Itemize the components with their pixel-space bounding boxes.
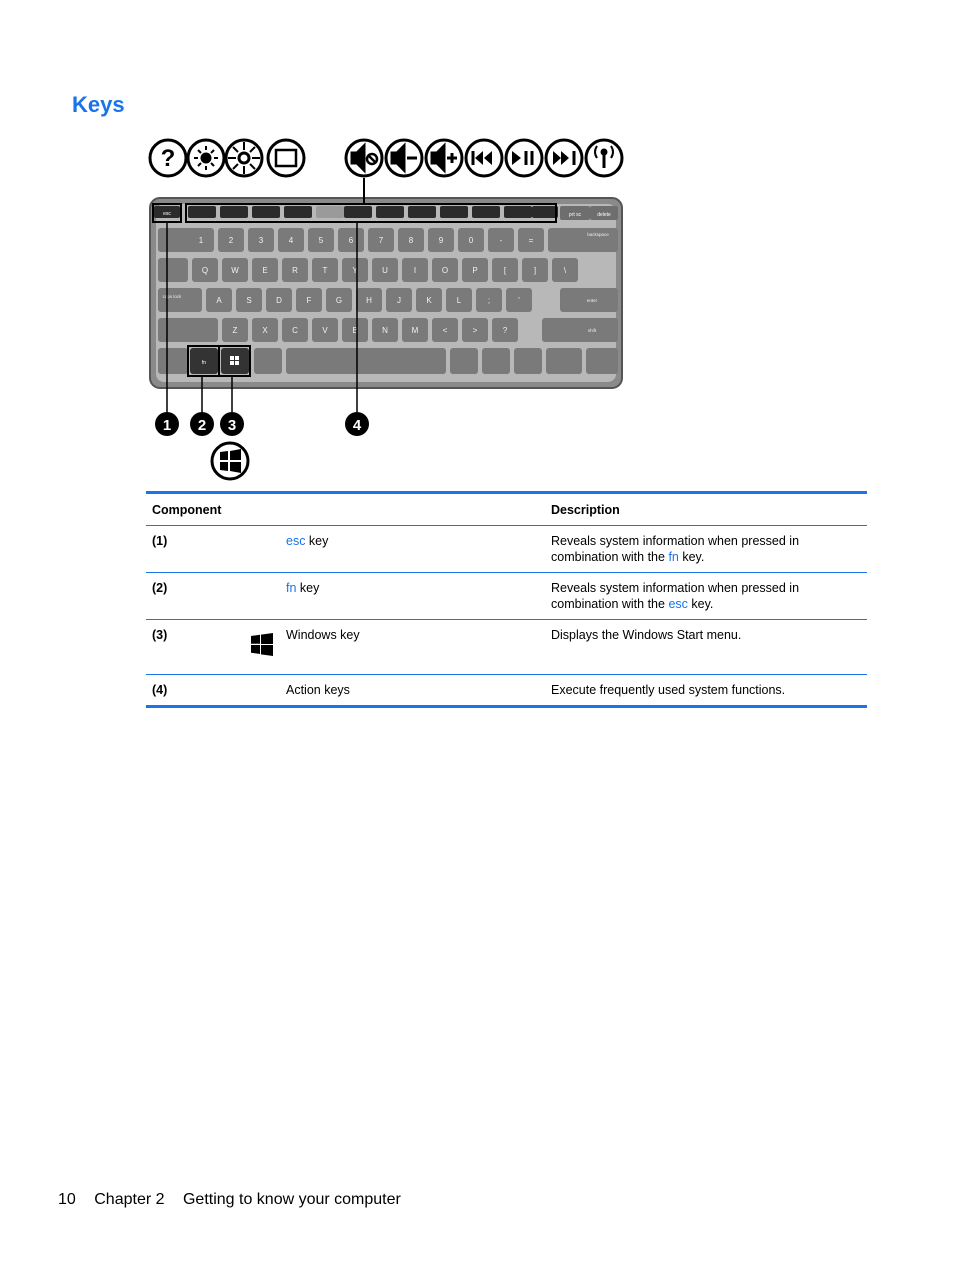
key-label: O <box>441 266 449 275</box>
key-label: B <box>352 326 358 335</box>
component-text: key <box>305 534 329 548</box>
row-component <box>280 573 545 620</box>
mute-icon <box>346 140 382 176</box>
key-label: N <box>382 326 388 335</box>
row-description: Displays the Windows Start menu. <box>545 620 867 675</box>
table-row <box>146 620 867 675</box>
shift-key-label: shift <box>587 328 597 333</box>
row-component: Action keys <box>280 675 545 707</box>
row-component <box>280 526 545 573</box>
header-component: Component <box>146 493 545 526</box>
key-label: U <box>382 266 388 275</box>
prtsc-key-label: prt sc <box>568 212 582 218</box>
row-number: (2) <box>146 573 194 620</box>
key-label: ] <box>533 266 537 275</box>
key-label: 7 <box>378 236 384 245</box>
key-label: ' <box>518 296 520 305</box>
caps-key-label: caps lock <box>162 294 182 299</box>
description-text: Reveals system information when pressed in combination with the <box>551 534 800 564</box>
brightness-down-icon <box>188 140 224 176</box>
display-switch-icon <box>268 140 304 176</box>
table-row <box>146 675 867 707</box>
callout-1: 1 <box>162 417 172 434</box>
action-key-icons <box>150 140 622 176</box>
volume-up-icon <box>426 140 462 176</box>
page-number: 10 <box>58 1191 76 1208</box>
key-label: E <box>262 266 268 275</box>
key-label: ; <box>487 296 491 305</box>
key-label: 8 <box>408 236 414 245</box>
key-label: - <box>499 236 503 245</box>
windows-logo-icon <box>250 632 274 656</box>
esc-key-label: esc <box>163 211 171 217</box>
fn-key-label: fn <box>201 360 207 366</box>
volume-down-icon <box>386 140 422 176</box>
key-label: [ <box>503 266 507 275</box>
key-label: S <box>246 296 252 305</box>
key-label: 5 <box>318 236 324 245</box>
key-label: 2 <box>228 236 234 245</box>
callout-3: 3 <box>227 417 237 434</box>
footer-title: Getting to know your computer <box>182 1191 401 1208</box>
callout-4: 4 <box>352 417 362 434</box>
row-icon-cell <box>194 526 280 573</box>
footer-chapter: Chapter 2 <box>94 1191 165 1208</box>
key-label: P <box>472 266 478 275</box>
key-label: Z <box>232 326 238 335</box>
row-description: Execute frequently used system functions. <box>545 675 867 707</box>
key-label: = <box>528 236 534 245</box>
description-text: Reveals system information when pressed in combination with the <box>551 581 800 611</box>
header-description: Description <box>545 493 867 526</box>
key-label: A <box>216 296 222 305</box>
key-label: R <box>292 266 298 275</box>
key-label: > <box>472 326 478 335</box>
key-label: 9 <box>438 236 444 245</box>
key-label: L <box>456 296 462 305</box>
row-number: (4) <box>146 675 194 707</box>
key-label: H <box>366 296 372 305</box>
description-text: key. <box>678 550 705 564</box>
key-label: Q <box>201 266 209 275</box>
svg-text:?: ? <box>160 145 176 172</box>
key-label: D <box>276 296 282 305</box>
component-table <box>146 491 867 708</box>
row-component: Windows key <box>280 620 545 675</box>
row-description <box>545 526 867 573</box>
delete-key-label: delete <box>597 212 611 218</box>
row-description <box>545 573 867 620</box>
backspace-key-label: backspace <box>587 232 609 237</box>
key-label: \ <box>563 266 567 275</box>
key-label: T <box>322 266 328 275</box>
key-label: ? <box>502 326 508 335</box>
key-label: 4 <box>288 236 294 245</box>
key-label: J <box>397 296 401 305</box>
key-label: F <box>306 296 312 305</box>
key-label: < <box>442 326 448 335</box>
page-title: Keys <box>72 92 125 117</box>
keyboard-body <box>150 198 622 388</box>
key-label: Y <box>352 266 358 275</box>
fn-link[interactable]: fn <box>668 550 679 564</box>
key-label: V <box>322 326 328 335</box>
row-icon-cell <box>194 620 280 675</box>
previous-track-icon <box>466 140 502 176</box>
key-label: G <box>335 296 343 305</box>
help-icon <box>150 140 186 176</box>
key-label: 6 <box>348 236 354 245</box>
description-text: key. <box>687 597 714 611</box>
row-number: (3) <box>146 620 194 675</box>
key-label: 3 <box>258 236 264 245</box>
next-track-icon <box>546 140 582 176</box>
callout-2: 2 <box>197 417 207 434</box>
windows-logo-icon <box>212 443 248 479</box>
fn-link[interactable]: fn <box>286 581 297 595</box>
page-footer <box>58 1191 401 1209</box>
callout-numbers <box>155 412 369 436</box>
table-row <box>146 526 867 573</box>
key-label: 1 <box>198 236 204 245</box>
table-header-row <box>146 493 867 526</box>
key-label: I <box>413 266 417 275</box>
key-label: C <box>292 326 298 335</box>
key-label: K <box>426 296 432 305</box>
key-label: M <box>411 326 419 335</box>
row-icon-cell <box>194 573 280 620</box>
wireless-icon <box>586 140 622 176</box>
table-row <box>146 573 867 620</box>
keyboard-figure <box>140 130 640 490</box>
enter-key-label: enter <box>586 298 598 303</box>
key-label: X <box>262 326 268 335</box>
key-label: 0 <box>468 236 474 245</box>
esc-link[interactable]: esc <box>286 534 306 548</box>
row-number: (1) <box>146 526 194 573</box>
key-label: W <box>231 266 239 275</box>
row-icon-cell <box>194 675 280 707</box>
play-pause-icon <box>506 140 542 176</box>
brightness-up-icon <box>226 140 262 176</box>
component-text: key <box>296 581 320 595</box>
esc-link[interactable]: esc <box>668 597 688 611</box>
